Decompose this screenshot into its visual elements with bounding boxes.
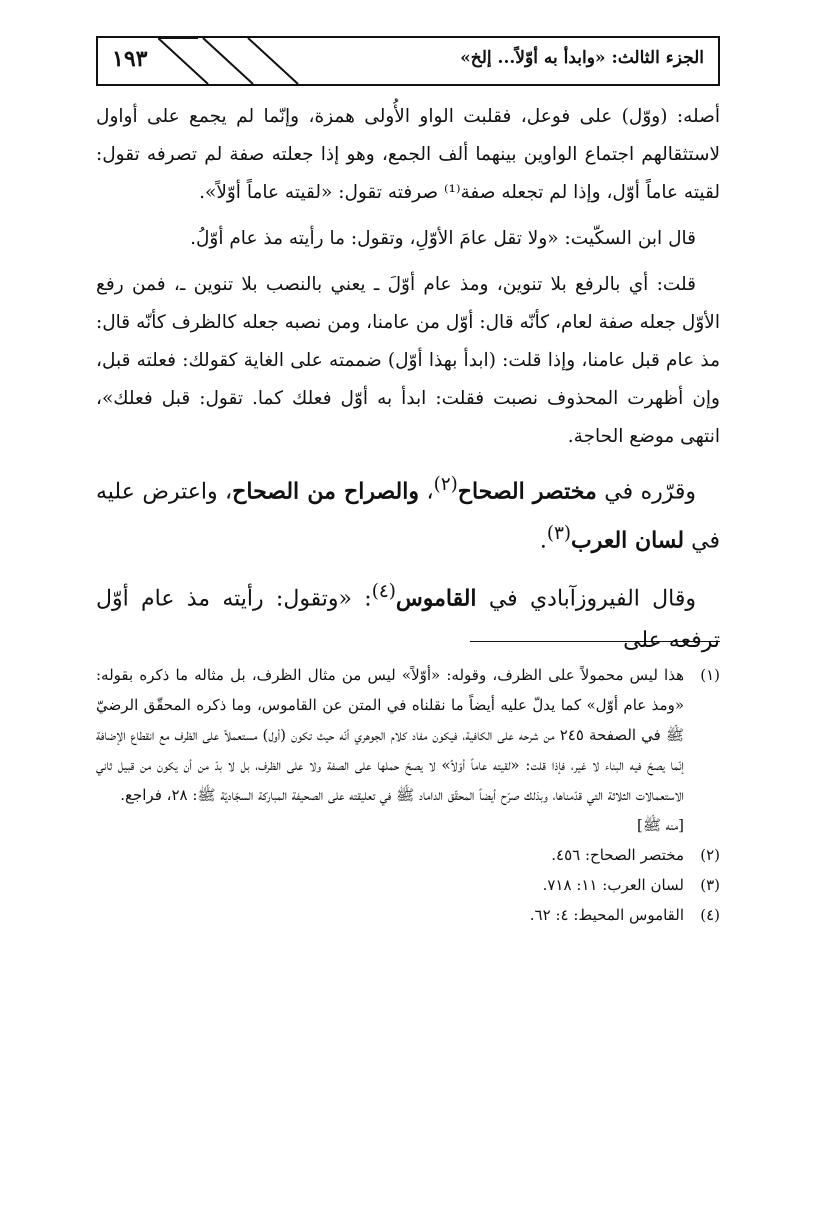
footnote-ref: (٤) [371, 580, 396, 602]
footnote-separator [470, 641, 720, 642]
book-title-lisan: لسان العرب [571, 527, 685, 554]
chapter-title: الجزء الثالث: «وابدأ به أوّلاً... إلخ» [460, 48, 704, 68]
footnote-2 [96, 840, 720, 870]
footnote-number: (١) [700, 666, 720, 684]
footnotes [96, 660, 720, 930]
footnote-ref: (٢) [433, 474, 458, 495]
paragraph-5: وقال الفيروزآبادي في القاموس$^{(٤)}$: «وتقول: رأيته مذ عام أوّل ترفعه على [96, 580, 720, 653]
page-number: ١٩٣ [112, 46, 148, 72]
running-header [96, 36, 720, 86]
footnote-text: مختصر الصحاح: ٤٥٦. [551, 846, 684, 864]
book-title-surah: والصراح من الصحاح [232, 478, 419, 505]
footnote-1 [96, 660, 720, 840]
footnote-number: (٤) [700, 906, 720, 924]
footnote-signature: [منه ﷺ] [636, 816, 684, 834]
footnote-4 [96, 900, 720, 930]
paragraph-3: قلت: أي بالرفع بلا تنوين، ومذ عام أوّلَ ـ يعني بالنصب بلا تنوين ـ، فمن رفع الأوّل جعله صفة لعام، كأنّه قال: أوّل من عامنا، ومن نصبه جعله كالظرف كأنّه قال: مذ عام قبل عامنا، وإذا قلت: (ابدأ بهذا أوّل) ضممته على الغاية كقولك: فعلته قبل، وإن أظهرت المحذوف نصبت فقلت: ابدأ به أوّل فعلك كما. تقول: قبل فعلك»، انتهى موضع الحاجة. [96, 274, 720, 447]
footnote-text: لسان العرب: ١١: ٧١٨. [542, 876, 684, 894]
book-title-qamus: القاموس [395, 584, 477, 611]
paragraph-2: قال ابن السكّيت: «ولا تقل عامَ الأوّلِ، وتقول: ما رأيته مذ عام أوّلُ. [190, 228, 696, 249]
footnote-number: (٢) [700, 846, 720, 864]
paragraph-1: أصله: (ووّل) على فوعل، فقلبت الواو الأُولى همزة، وإنّما لم يجمع على أواول لاستثقالهم اجتماع الواوين بينهما ألف الجمع، وهو إذا جعلته صفة لم تصرفه تقول: لقيته عاماً أوّل، وإذا لم تجعله صفة⁽¹⁾ صرفته تقول: «لقيته عاماً أوّلاً». [96, 106, 720, 203]
book-title-mukhtasar: مختصر الصحاح [457, 478, 597, 505]
header-ornament [158, 38, 348, 84]
footnote-text: هذا ليس محمولاً على الظرف، وقوله: «أوّلاً» ليس من مثال الظرف، بل مثاله ما ذكره بقوله: «ومذ عام أوّل» كما يدلّ عليه أيضاً ما نقلناه في المتن عن القاموس، وما ذكره المحقّق الرضيّ ﷺ في الصفحة ٢٤٥ من شرحه على الكافية، فيكون مفاد كلام الجوهري أنّه حيث تكون (أول) مستعملاً على الظرف مع انقطاع الإضافة إنّما يصحّ فيه البناء لا غير، فإذا قلت: «لقيته عاماً أوّلاً» لا يصحّ حملها على الصفة ولا على الظرف، بل لا بدّ من أن يكون من قبيل ثاني الاستعمالات الثلاثة التي قدّمناها، وبذلك صرّح أيضاً المحقّق الداماد ﷺ في تعليقته على الصحيفة المباركة السجّاديّة ﷺ: ٢٨، فراجع. [96, 666, 684, 804]
main-text [96, 98, 720, 662]
footnote-text: القاموس المحيط: ٤: ٦٢. [529, 906, 684, 924]
footnote-3 [96, 870, 720, 900]
paragraph-4: وقرّره في مختصر الصحاح$^{(٢)}$، والصراح من الصحاح، واعترض عليه في لسان العرب$^{(٣)}$. [96, 474, 720, 554]
footnote-ref: (٣) [546, 523, 571, 545]
footnote-number: (٣) [700, 876, 720, 894]
